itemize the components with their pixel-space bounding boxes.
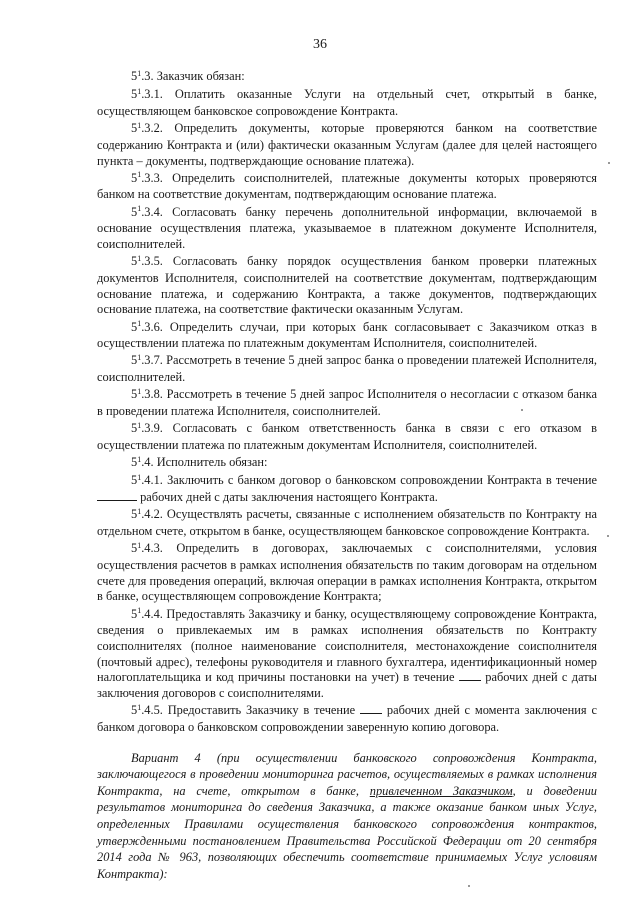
clause-number: $5^1.3.3$. <box>131 170 163 185</box>
clause-number: $5^1.4$. <box>131 454 154 470</box>
clause-paragraph <box>97 607 597 702</box>
variant-text-after: , и доведении результатов мониторинга до сведения Заказчика, а также оказание банком иных Услуг, определенных Правилами осуществления банковского сопровождения контрактов, утвержденными постановлением Правительства Российской Федерации от 20 сентября 2014 года № 963, позволяющих обеспечить соответствие принимаемых Услуг условиям Контракта): <box>97 783 597 881</box>
clause-number: $5^1.3.1$. <box>131 86 163 102</box>
clause-paragraph <box>97 703 597 735</box>
clause-paragraph <box>97 473 597 505</box>
clause-paragraph <box>97 69 597 86</box>
clause-number: $5^1.4.5$. <box>131 702 163 718</box>
clause-text: Рассмотреть в течение 5 дней запрос Исполнителя о несогласии с отказом банка в проведении платежа Исполнителя, соисполнителей. <box>97 387 597 419</box>
clause-text: Определить в договорах, заключаемых с соисполнителями, условия осуществления расчетов в рамках исполнения обязательств по таким договорам на отдельном счете для проведения операций, включая операции в рамках исполнения Контракта, открытом в банке, осуществляющем сопровождение Контракта; <box>97 541 597 604</box>
clause-text: Предоставлять Заказчику и банку, осуществляющему сопровождение Контракта, сведения о привлекаемых им в рамках исполнения обязательств по Контракту соисполнителях (полное наименование соисполнителя, местонахождение соисполнителя (почтовый адрес), телефоны руководителя и главного бухгалтера, идентификационный номер налогоплательщика и код причины постановки на учет) в течение <box>97 606 597 685</box>
clause-paragraph <box>97 87 597 119</box>
scan-speck <box>468 885 470 887</box>
scan-speck <box>521 409 523 411</box>
fill-in-blank <box>459 670 481 681</box>
clause-number: $5^1.3.8$. <box>131 386 163 402</box>
clause-list <box>97 69 597 736</box>
clause-text: Определить соисполнителей, платежные документы которых проверяются банком на соответствие документам, подтверждающим основание платежа. <box>97 170 597 202</box>
clause-text: Осуществлять расчеты, связанные с исполнением обязательств по Контракту на отдельном счете, открытом в банке, осуществляющем банковское сопровождение Контракта. <box>97 507 597 538</box>
variant-4-note <box>97 750 597 883</box>
clause-text: рабочих дней с даты заключения договоров с соисполнителями. <box>97 670 597 701</box>
clause-number: $5^1.3.6$. <box>131 319 163 334</box>
fill-in-blank <box>97 490 137 501</box>
clause-paragraph <box>97 254 597 318</box>
clause-number: $5^1.3.7$. <box>131 352 163 368</box>
clause-text: Определить случаи, при которых банк согласовывает с Заказчиком отказ в осуществлении платежа по платежным документам Исполнителя, соисполнителей. <box>97 319 597 351</box>
clause-text: Исполнитель обязан: <box>156 455 268 470</box>
variant-underlined-text: привлеченном Заказчиком <box>369 783 513 798</box>
clause-number: $5^1.3$. <box>131 68 154 83</box>
clause-paragraph <box>97 171 597 203</box>
clause-text: Согласовать банку перечень дополнительной информации, включаемой в основание осуществления платежа, указываемое в платежном документе Исполнителя, соисполнителей. <box>97 204 597 252</box>
document-body <box>97 69 597 882</box>
fill-in-blank <box>360 703 382 714</box>
clause-paragraph <box>97 421 597 453</box>
clause-number: $5^1.3.2$. <box>131 120 163 136</box>
variant-text-before: Вариант 4 (при осуществлении банковского сопровождения Контракта, заключающегося в проведении мониторинга расчетов, осуществляемых в рамках исполнения Контракта, на счете, открытом в банке, <box>97 750 597 798</box>
clause-paragraph <box>97 353 597 385</box>
clause-number: $5^1.3.4$. <box>131 204 163 219</box>
clause-paragraph <box>97 507 597 539</box>
clause-number: $5^1.4.4$. <box>131 606 163 621</box>
clause-text: рабочих дней с момента заключения с банком договора о банковском сопровождении заверенную копию договора. <box>97 703 597 734</box>
clause-number: $5^1.4.1$. <box>131 472 163 488</box>
clause-text: Оплатить оказанные Услуги на отдельный счет, открытый в банке, осуществляющем банковское сопровождение Контракта. <box>97 87 597 118</box>
clause-text: Заключить с банком договор о банковском сопровождении Контракта в течение <box>167 473 597 488</box>
clause-paragraph <box>97 121 597 169</box>
clause-number: $5^1.3.5$. <box>131 253 163 269</box>
clause-paragraph <box>97 387 597 419</box>
clause-number: $5^1.4.2$. <box>131 506 163 522</box>
scan-speck <box>607 535 609 537</box>
clause-text: рабочих дней с даты заключения настоящего Контракта. <box>140 490 438 505</box>
clause-paragraph <box>97 541 597 605</box>
clause-paragraph <box>97 455 597 472</box>
clause-text: Рассмотреть в течение 5 дней запрос банка о проведении платежей Исполнителя, соисполнителей. <box>97 353 597 385</box>
clause-number: $5^1.4.3$. <box>131 540 163 556</box>
clause-number: $5^1.3.9$. <box>131 420 163 436</box>
clause-text: Согласовать с банком ответственность банка в связи с его отказом в осуществлении платежа по платежным документам Исполнителя, соисполнителей. <box>97 421 597 452</box>
clause-text: Согласовать банку порядок осуществления банком проверки платежных документов Исполнителя, соисполнителей на соответствие документам, подтверждающим основание платежа, и содержанию Контракта, а также документов, подтверждающих основание платежа, на соответствие фактически оказанным Услугам. <box>97 254 597 317</box>
clause-paragraph <box>97 320 597 352</box>
clause-text: Предоставить Заказчику в течение <box>167 703 356 718</box>
clause-text: Определить документы, которые проверяются банком на соответствие содержанию Контракта и (или) фактически оказанным Услугам (далее для целей настоящего пункта – документы, подтверждающие основание платежа). <box>97 121 597 168</box>
clause-text: Заказчик обязан: <box>156 69 245 83</box>
page-number: 36 <box>313 37 327 52</box>
scan-speck <box>608 162 610 164</box>
clause-paragraph <box>97 205 597 253</box>
